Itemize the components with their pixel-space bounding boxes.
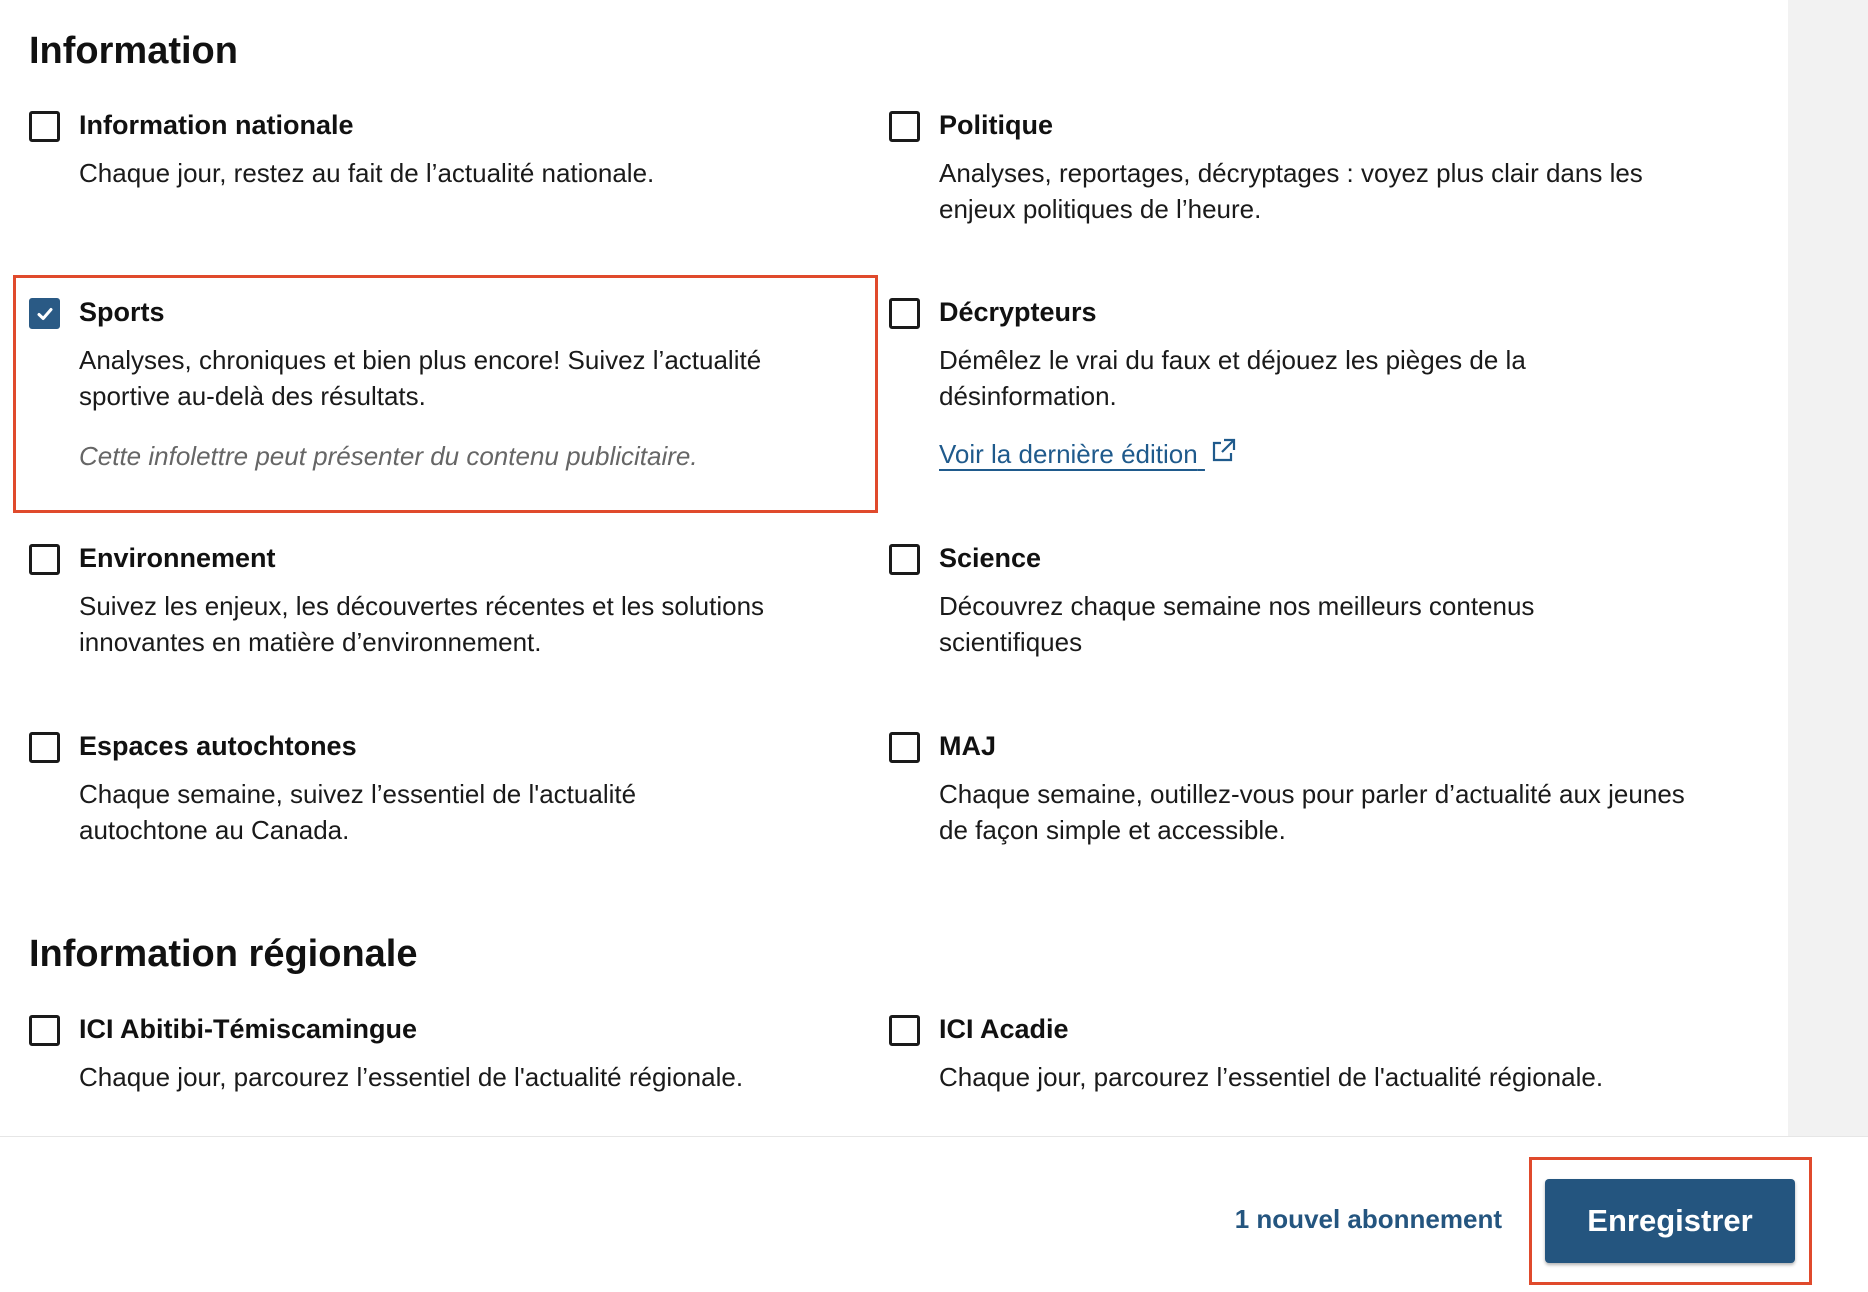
- newsletter-item-abitibi[interactable]: [29, 1012, 829, 1112]
- checkbox-politique[interactable]: [889, 111, 920, 142]
- newsletter-label: Science: [939, 543, 1042, 573]
- section-title-regional: Information régionale: [29, 933, 418, 975]
- newsletter-label: Environnement: [79, 543, 276, 573]
- checkbox-sports[interactable]: [29, 298, 60, 329]
- newsletter-item-sports[interactable]: [29, 295, 829, 485]
- checkbox-decrypteurs[interactable]: [889, 298, 920, 329]
- newsletter-label: Sports: [79, 297, 165, 327]
- newsletter-item-environnement[interactable]: [29, 541, 829, 671]
- newsletter-description: Analyses, reportages, décryptages : voyez plus clair dans les enjeux politiques de l’heure.: [939, 158, 1643, 224]
- newsletter-description: Chaque semaine, outillez-vous pour parler d’actualité aux jeunes de façon simple et accessible.: [939, 779, 1685, 845]
- newsletter-label: Espaces autochtones: [79, 731, 357, 761]
- newsletter-item-autochtones[interactable]: [29, 729, 829, 859]
- checkbox-autochtones[interactable]: [29, 732, 60, 763]
- subscription-count: 1 nouvel abonnement: [1234, 1204, 1502, 1234]
- latest-edition-link-text: Voir la dernière édition: [939, 439, 1198, 469]
- newsletter-description: Analyses, chroniques et bien plus encore! Suivez l’actualité sportive au-delà des résultats.: [79, 345, 762, 411]
- newsletter-description: Chaque jour, parcourez l’essentiel de l'actualité régionale.: [939, 1062, 1604, 1092]
- newsletter-description: Découvrez chaque semaine nos meilleurs contenus scientifiques: [939, 591, 1535, 657]
- footer-bar: [0, 1136, 1868, 1292]
- newsletter-label: MAJ: [939, 731, 997, 761]
- newsletter-description: Suivez les enjeux, les découvertes récentes et les solutions innovantes en matière d’environnement.: [79, 591, 765, 657]
- checkbox-maj[interactable]: [889, 732, 920, 763]
- latest-edition-link[interactable]: [939, 437, 1237, 470]
- newsletter-item-maj[interactable]: [889, 729, 1689, 859]
- page-gutter: [1788, 0, 1868, 1136]
- advertising-note: Cette infolettre peut présenter du contenu publicitaire.: [79, 441, 698, 471]
- newsletter-item-decrypteurs[interactable]: [889, 295, 1689, 485]
- newsletter-item-politique[interactable]: [889, 108, 1689, 228]
- checkbox-abitibi[interactable]: [29, 1015, 60, 1046]
- save-button[interactable]: Enregistrer: [1545, 1179, 1795, 1263]
- newsletter-label: ICI Acadie: [939, 1014, 1069, 1044]
- newsletter-description: Démêlez le vrai du faux et déjouez les pièges de la désinformation.: [939, 345, 1526, 411]
- checkmark-icon: [36, 305, 54, 323]
- newsletter-item-nationale[interactable]: [29, 108, 829, 228]
- newsletter-description: Chaque semaine, suivez l’essentiel de l'actualité autochtone au Canada.: [79, 779, 637, 845]
- checkbox-acadie[interactable]: [889, 1015, 920, 1046]
- newsletter-label: ICI Abitibi-Témiscamingue: [79, 1014, 418, 1044]
- newsletter-description: Chaque jour, restez au fait de l’actualité nationale.: [79, 158, 655, 188]
- checkbox-environnement[interactable]: [29, 544, 60, 575]
- checkbox-nationale[interactable]: [29, 111, 60, 142]
- external-link-icon: [1209, 437, 1237, 465]
- section-title-information: Information: [29, 30, 238, 72]
- newsletter-label: Politique: [939, 110, 1053, 140]
- newsletter-label: Information nationale: [79, 110, 354, 140]
- checkbox-science[interactable]: [889, 544, 920, 575]
- newsletter-description: Chaque jour, parcourez l’essentiel de l'actualité régionale.: [79, 1062, 744, 1092]
- newsletter-item-acadie[interactable]: [889, 1012, 1689, 1112]
- newsletter-item-science[interactable]: [889, 541, 1689, 671]
- newsletter-label: Décrypteurs: [939, 297, 1097, 327]
